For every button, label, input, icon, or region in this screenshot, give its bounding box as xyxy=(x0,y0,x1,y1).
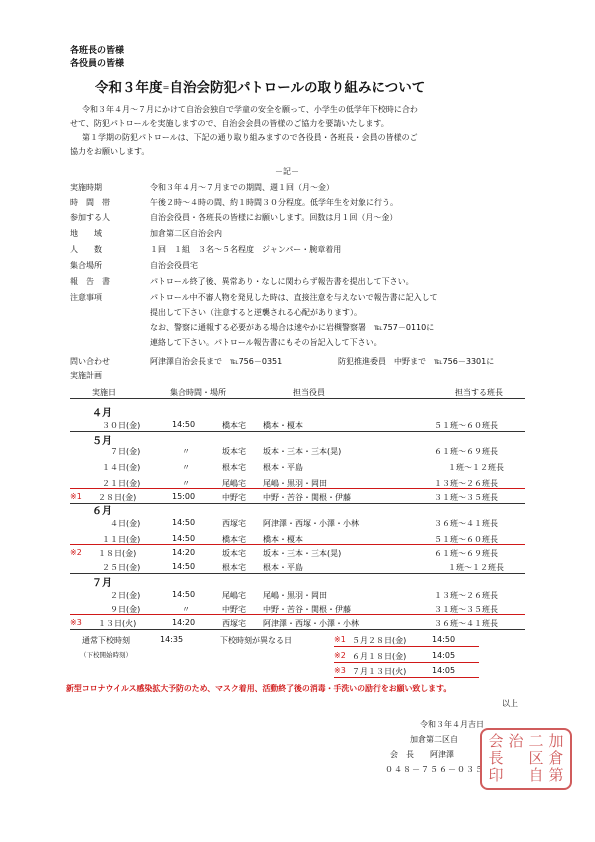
row-time: 14:20 xyxy=(172,618,196,627)
row-staff: 阿津澤・西塚・小澤・小林 xyxy=(263,519,359,528)
row-time: 〃 xyxy=(182,447,190,456)
row-place: 橋本宅 xyxy=(222,421,246,430)
addressee-leaders: 各班長の皆様 xyxy=(70,46,125,56)
footer-date: 令和３年４月吉日 xyxy=(420,720,484,729)
detail-label-area: 地 域 xyxy=(70,229,102,238)
row-date: １４日(金) xyxy=(102,463,141,472)
row-groups: ３６班～４１班長 xyxy=(434,519,498,528)
seal-char: 治 xyxy=(508,732,524,750)
row-date: ９日(金) xyxy=(110,605,141,614)
plan-label: 実施計画 xyxy=(70,371,102,380)
inquiry-label: 問い合わせ xyxy=(70,357,110,366)
row-staff: 尾嶋・黒羽・岡田 xyxy=(263,479,327,488)
row-time: 14:50 xyxy=(172,420,196,429)
caution-line-1: パトロール中不審人物を発見した時は、直接注意を与えないで報告書に記入して xyxy=(150,293,438,302)
row-date: ７日(金) xyxy=(110,447,141,456)
row-mark: ※1 xyxy=(70,492,82,501)
detail-value-people: １回 １組 ３名～５名程度 ジャンパー・腕章着用 xyxy=(150,245,342,254)
row-mark: ※3 xyxy=(70,618,82,627)
row-groups: ３６班～４１班長 xyxy=(434,619,498,628)
row-place: 尾嶋宅 xyxy=(222,479,246,488)
row-time: 14:20 xyxy=(172,548,196,557)
row-staff: 橋本・榎本 xyxy=(263,421,303,430)
table-header-groups: 担当する班長 xyxy=(455,388,503,397)
row-staff: 根本・平島 xyxy=(263,463,303,472)
seal-char: 倉 xyxy=(548,749,564,767)
row-groups: ３１班～３５班長 xyxy=(434,493,498,502)
footer-org: 加倉第二区自 xyxy=(410,735,458,744)
detail-value-area: 加倉第二区自治会内 xyxy=(150,229,222,238)
month-label-may: ５月 xyxy=(92,436,112,447)
changed-day-marker-line xyxy=(70,544,525,545)
seal-char: 自 xyxy=(528,766,544,784)
row-place: 橋本宅 xyxy=(222,535,246,544)
seal-char: 第 xyxy=(548,766,564,784)
row-date: ２５日(金) xyxy=(102,563,141,572)
detail-value-meeting-place: 自治会役員宅 xyxy=(150,261,198,270)
row-staff: 根本・平島 xyxy=(263,563,303,572)
footer-chair-name: 阿津澤 xyxy=(430,750,454,759)
detail-value-period: 令和３年４月～７月までの期間、週１回（月～金） xyxy=(150,183,334,192)
detail-label-period: 実施時期 xyxy=(70,183,102,192)
footer-phone: ０４８－７５６－０３５ xyxy=(385,765,484,774)
row-time: 〃 xyxy=(182,605,190,614)
detail-label-time: 時 間 帯 xyxy=(70,198,110,207)
seal-char: 加 xyxy=(548,732,564,750)
diff-day-mark: ※3 xyxy=(334,666,346,675)
row-groups: １３班～２６班長 xyxy=(434,479,498,488)
diff-day-mark: ※2 xyxy=(334,651,346,660)
covid-notice: 新型コロナウイルス感染拡大予防のため、マスク着用、活動終了後の消毒・手洗いの励行をお願い致します。 xyxy=(66,684,452,693)
intro-line-1: 令和３年４月～７月にかけて自治会独自で学童の安全を願って、小学生の低学年下校時に合わ xyxy=(82,105,418,114)
detail-label-participants: 参加する人 xyxy=(70,213,110,222)
row-staff: 中野・苦谷・関根・伊藤 xyxy=(263,605,351,614)
inquiry-chair: 阿津澤自治会長まで ℡756－0351 xyxy=(150,357,283,366)
row-date: ２日(金) xyxy=(110,591,141,600)
page-title: 令和３年度＝自治会防犯パトロールの取り組みについて xyxy=(95,80,426,96)
row-date: ２８日(金) xyxy=(98,493,137,502)
intro-line-4: 協力をお願いします。 xyxy=(70,147,150,156)
row-date: ４日(金) xyxy=(110,519,141,528)
ki-heading: －記－ xyxy=(275,167,299,176)
table-header-date: 実施日 xyxy=(92,388,116,397)
official-seal xyxy=(480,728,572,790)
seal-char: 長 xyxy=(488,749,504,767)
row-time: 14:50 xyxy=(172,518,196,527)
seal-char: 区 xyxy=(528,749,544,767)
row-place: 尾嶋宅 xyxy=(222,591,246,600)
detail-value-participants: 自治会役員・各班長の皆様にお願いします。回数は月１回（月～金） xyxy=(150,213,398,222)
row-groups: １班～１２班長 xyxy=(448,563,504,572)
row-groups: ６１班～６９班長 xyxy=(434,447,498,456)
diff-day-time: 14:05 xyxy=(432,666,456,675)
month-label-june: ６月 xyxy=(92,506,112,517)
row-groups: ３１班～３５班長 xyxy=(434,605,498,614)
inquiry-crime-prevention: 防犯推進委員 中野まで ℡756－3301に xyxy=(338,357,495,366)
diff-day-time: 14:05 xyxy=(432,651,456,660)
diff-day-underline xyxy=(334,646,479,647)
seal-char: 会 xyxy=(488,732,504,750)
row-staff: 阿津澤・西塚・小澤・小林 xyxy=(263,619,359,628)
detail-value-report: パトロール終了後、異常あり・なしに関わらず報告書を提出して下さい。 xyxy=(150,277,414,286)
detail-label-report: 報 告 書 xyxy=(70,277,110,286)
diff-day-date: ６月１８日(金) xyxy=(352,652,407,661)
row-place: 西塚宅 xyxy=(222,619,246,628)
diff-day-date: ７月１３日(火) xyxy=(352,667,407,676)
row-date: １３日(火) xyxy=(98,619,137,628)
caution-line-4: 連絡して下さい。パトロール報告書にもその旨記入して下さい。 xyxy=(150,338,382,347)
row-place: 坂本宅 xyxy=(222,549,246,558)
row-date: ２１日(金) xyxy=(102,479,141,488)
seal-char: 印 xyxy=(488,766,504,784)
row-groups: １３班～２６班長 xyxy=(434,591,498,600)
row-place: 中野宅 xyxy=(222,605,246,614)
row-staff: 坂本・三本・三本(晃) xyxy=(263,549,342,558)
row-groups: ５１班～６０班長 xyxy=(434,535,498,544)
diff-day-mark: ※1 xyxy=(334,635,346,644)
diff-day-underline xyxy=(334,677,479,678)
detail-label-meeting-place: 集合場所 xyxy=(70,261,102,270)
caution-label: 注意事項 xyxy=(70,293,102,302)
row-divider xyxy=(70,573,525,574)
row-time: 14:50 xyxy=(172,590,196,599)
row-staff: 中野・苦谷・関根・伊藤 xyxy=(263,493,351,502)
dismissal-time: 14:35 xyxy=(160,635,184,644)
table-header-meeting: 集合時間・場所 xyxy=(170,388,226,397)
row-date: ３０日(金) xyxy=(102,421,141,430)
row-time: 15:00 xyxy=(172,492,196,501)
row-place: 中野宅 xyxy=(222,493,246,502)
dismissal-label: 通常下校時刻 xyxy=(82,636,130,645)
row-staff: 坂本・三本・三本(晃) xyxy=(263,447,342,456)
table-header-staff: 担当役員 xyxy=(293,388,325,397)
detail-value-time: 午後２時～４時の間、約１時間３０分程度。低学年生を対象に行う。 xyxy=(150,198,398,207)
seal-char: 二 xyxy=(528,732,544,750)
dismissal-diff-label: 下校時刻が異なる日 xyxy=(220,636,292,645)
table-header-divider xyxy=(70,398,525,399)
row-staff: 橋本・榎本 xyxy=(263,535,303,544)
diff-day-time: 14:50 xyxy=(432,635,456,644)
row-groups: １班～１２班長 xyxy=(448,463,504,472)
changed-day-marker-line xyxy=(70,488,525,489)
row-time: 14:50 xyxy=(172,534,196,543)
row-date: １１日(金) xyxy=(102,535,141,544)
row-date: １８日(金) xyxy=(98,549,137,558)
footer-chair-title: 会 長 xyxy=(390,750,414,759)
row-divider xyxy=(70,503,525,504)
row-place: 根本宅 xyxy=(222,463,246,472)
row-divider xyxy=(70,431,525,432)
row-time: 〃 xyxy=(182,463,190,472)
month-label-july: ７月 xyxy=(92,578,112,589)
caution-line-2: 提出して下さい（注意すると逆襲される心配があります）。 xyxy=(150,308,362,317)
row-place: 坂本宅 xyxy=(222,447,246,456)
changed-day-marker-line xyxy=(70,614,525,615)
row-place: 根本宅 xyxy=(222,563,246,572)
row-place: 西塚宅 xyxy=(222,519,246,528)
row-groups: ５１班～６０班長 xyxy=(434,421,498,430)
intro-line-2: せて、防犯パトロールを実施しますので、自治会会員の皆様のご協力を要請いたします。 xyxy=(70,119,389,128)
table-bottom-line xyxy=(70,629,525,630)
caution-line-3: なお、警察に通報する必要がある場合は速やかに岩槻警察署 ℡757－0110に xyxy=(150,323,435,332)
detail-label-people: 人 数 xyxy=(70,245,102,254)
row-staff: 尾嶋・黒羽・岡田 xyxy=(263,591,327,600)
month-label-april: ４月 xyxy=(92,408,112,419)
row-mark: ※2 xyxy=(70,548,82,557)
diff-day-underline xyxy=(334,662,479,663)
row-groups: ６１班～６９班長 xyxy=(434,549,498,558)
addressee-officers: 各役員の皆様 xyxy=(70,59,125,69)
diff-day-date: ５月２８日(金) xyxy=(352,636,407,645)
row-time: 〃 xyxy=(182,479,190,488)
dismissal-sub-label: （下校開始時刻） xyxy=(80,651,132,659)
row-time: 14:50 xyxy=(172,562,196,571)
intro-line-3: 第１学期の防犯パトロールは、下記の通り取り組みますので各役員・各班長・会員の皆様のご xyxy=(82,133,418,142)
closing-text: 以上 xyxy=(502,699,518,708)
